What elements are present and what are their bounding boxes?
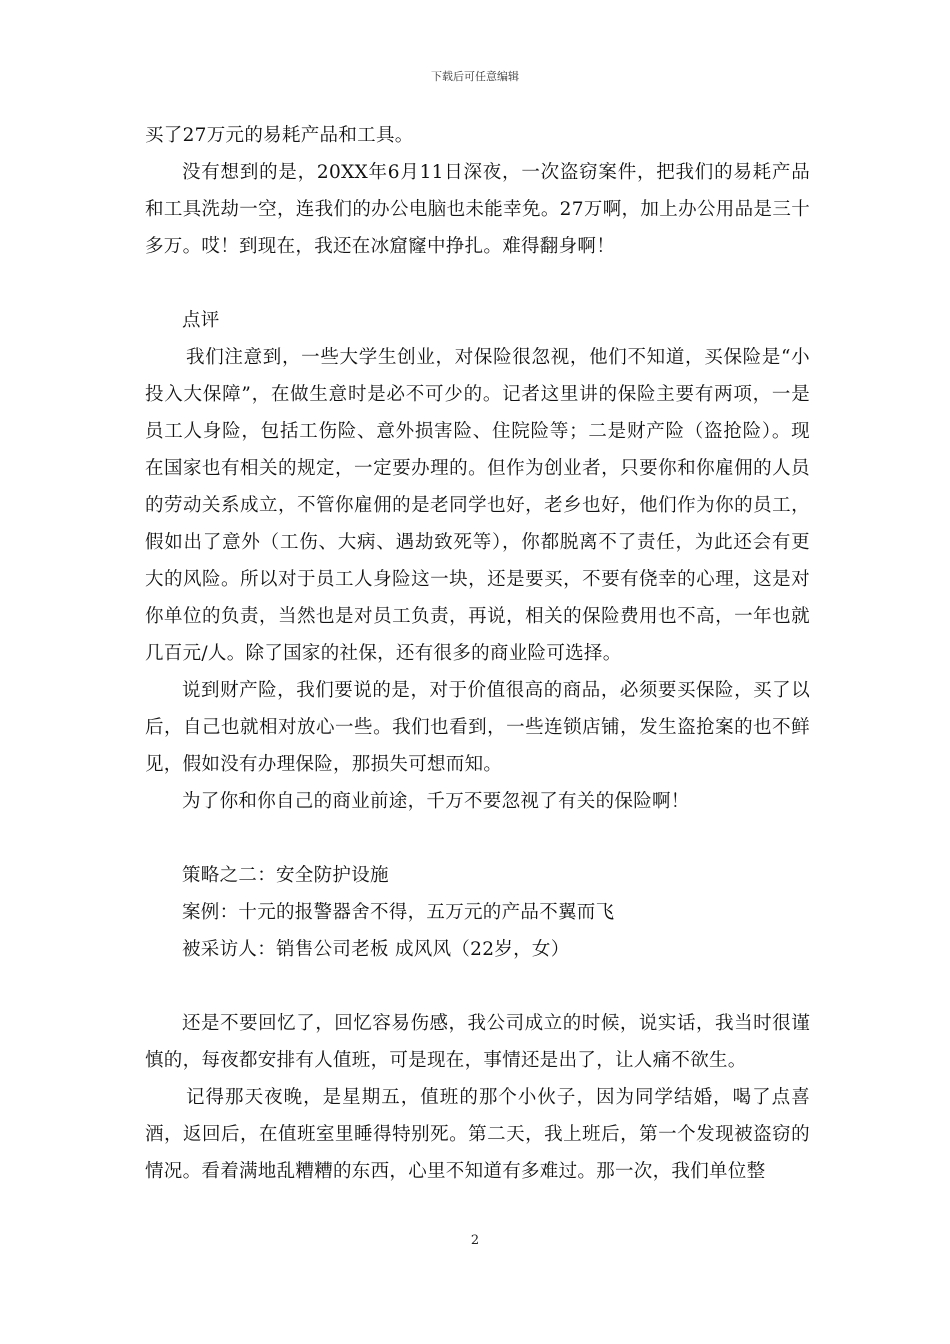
- paragraph: 记得那天夜晚，是星期五，值班的那个小伙子，因为同学结婚，喝了点喜酒，返回后，在值班室里睡得特别死。第二天，我上班后，第一个发现被盗窃的情况。看着满地乱糟糟的东西，心里不知道有多难过。那一次，我们单位整: [145, 1087, 810, 1182]
- paragraph: 没有想到的是，20XX年6月11日深夜，一次盗窃案件，把我们的易耗产品和工具洗劫一空，连我们的办公电脑也未能幸免。27万啊，加上办公用品是三十多万。哎！到现在，我还在冰窟窿中挣扎。难得翻身啊！: [145, 162, 810, 257]
- page-number: 2: [470, 1233, 480, 1248]
- section-heading-review: 点评: [182, 310, 220, 331]
- paragraph: 为了你和你自己的商业前途，千万不要忽视了有关的保险啊！: [182, 791, 690, 812]
- interviewee-line: 被采访人：销售公司老板 成风风（22岁，女）: [182, 939, 570, 960]
- paragraph: 我们注意到，一些大学生创业，对保险很忽视，他们不知道，买保险是“小投入大保障”，在做生意时是必不可少的。记者这里讲的保险主要有两项，一是员工人身险，包括工伤险、意外损害险、住院险等；二是财产险（盗抢险）。现在国家也有相关的规定，一定要办理的。但作为创业者，只要你和你雇佣的人员的劳动关系成立，不管你雇佣的是老同学也好，老乡也好，他们作为你的员工，假如出了意外（工伤、大病、遇劫致死等），你都脱离不了责任，为此还会有更大的风险。所以对于员工人身险这一块，还是要买，不要有侥幸的心理，这是对你单位的负责，当然也是对员工负责，再说，相关的保险费用也不高，一年也就几百元/人。除了国家的社保，还有很多的商业险可选择。: [145, 347, 810, 664]
- paragraph: 买了27万元的易耗产品和工具。: [145, 125, 414, 146]
- case-line: 案例：十元的报警器舍不得，五万元的产品不翼而飞: [182, 902, 615, 923]
- spacer: [145, 968, 810, 1005]
- paragraph: 还是不要回忆了，回忆容易伤感，我公司成立的时候，说实话，我当时很谨慎的，每夜都安排有人值班，可是现在，事情还是出了，让人痛不欲生。: [145, 1013, 810, 1071]
- section-heading-strategy: 策略之二：安全防护设施: [182, 865, 389, 886]
- paragraph: 说到财产险，我们要说的是，对于价值很高的商品，必须要买保险，买了以后，自己也就相对放心一些。我们也看到，一些连锁店铺，发生盗抢案的也不鲜见，假如没有办理保险，那损失可想而知。: [145, 680, 810, 775]
- spacer: [145, 265, 810, 302]
- page-header: 下载后可任意编辑: [431, 70, 519, 83]
- document-body: [145, 117, 810, 1190]
- spacer: [145, 820, 810, 857]
